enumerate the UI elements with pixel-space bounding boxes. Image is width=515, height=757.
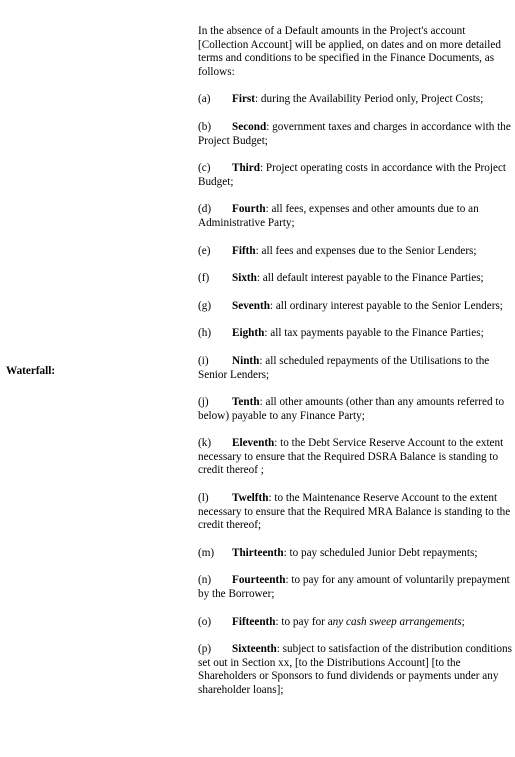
waterfall-item-l: [198, 492, 514, 533]
waterfall-item-c: [198, 162, 514, 189]
item-marker: (k): [198, 437, 212, 450]
item-text: : all fees and expenses due to the Senior Lenders;: [255, 244, 477, 257]
item-ordinal: Fifth: [232, 244, 256, 257]
waterfall-item-o: [198, 616, 514, 630]
section-label-waterfall: Waterfall:: [6, 365, 56, 377]
item-marker: (a): [198, 93, 211, 106]
item-marker: (b): [198, 120, 212, 133]
item-marker: (p): [198, 643, 212, 656]
item-marker: (n): [198, 574, 212, 587]
item-marker: (f): [198, 272, 210, 285]
item-ordinal: Ninth: [232, 354, 260, 367]
item-ordinal: Fifteenth: [232, 615, 276, 628]
waterfall-item-b: [198, 121, 514, 148]
item-ordinal: First: [232, 93, 255, 106]
intro-paragraph: In the absence of a Default amounts in the Project's account [Collection Account] will be applied, on dates and on more detailed terms and conditions to be specified in the Finance Documents, as follows:: [198, 25, 501, 78]
item-text-tail: ;: [461, 615, 465, 628]
waterfall-item-a: [198, 93, 514, 107]
item-text: : Project operating costs in accordance with the Project Budget;: [198, 162, 507, 188]
waterfall-item-g: [198, 300, 514, 314]
item-ordinal: Tenth: [232, 396, 260, 409]
item-text: : all default interest payable to the Finance Parties;: [256, 272, 484, 285]
item-text: : all scheduled repayments of the Utilisations to the Senior Lenders;: [198, 354, 490, 381]
item-text: : to pay for a: [275, 615, 333, 628]
item-marker: (h): [198, 327, 212, 340]
item-marker: (g): [198, 299, 212, 312]
waterfall-item-d: [198, 203, 514, 230]
waterfall-item-n: [198, 574, 514, 601]
item-marker: (l): [198, 492, 209, 505]
item-text: : to pay scheduled Junior Debt repayments;: [283, 546, 478, 559]
item-marker: (c): [198, 162, 211, 175]
waterfall-item-h: [198, 327, 514, 341]
waterfall-item-i: [198, 355, 514, 382]
item-ordinal: Second: [232, 120, 267, 133]
item-ordinal: Eighth: [232, 327, 265, 340]
item-text: : to the Maintenance Reserve Account to the extent necessary to ensure that the Required MRA Balance is standing to the credit thereof;: [198, 492, 511, 532]
waterfall-item-e: [198, 245, 514, 259]
item-text-italic: ny cash sweep arrangements: [332, 615, 462, 628]
item-text: : subject to satisfaction of the distribution conditions set out in Section xx, [to the Distributions Account] [to the Shareholders or Sponsors to fund dividends or payments under any shareholder loans];: [198, 643, 512, 696]
item-marker: (o): [198, 615, 212, 628]
item-text: : all other amounts (other than any amounts referred to below) payable to any Finance Party;: [198, 396, 505, 422]
waterfall-item-p: [198, 643, 514, 697]
item-marker: (i): [198, 354, 209, 367]
waterfall-item-f: [198, 272, 514, 286]
item-ordinal: Thirteenth: [232, 546, 284, 559]
item-marker: (e): [198, 244, 211, 257]
waterfall-item-m: [198, 547, 514, 561]
item-text: : to pay for any amount of voluntarily prepayment by the Borrower;: [198, 574, 510, 601]
item-text: : government taxes and charges in accordance with the Project Budget;: [198, 120, 511, 147]
item-ordinal: Eleventh: [232, 437, 275, 450]
item-marker: (d): [198, 203, 212, 216]
item-text: : all tax payments payable to the Finance Parties;: [264, 327, 484, 340]
item-ordinal: Seventh: [232, 299, 270, 312]
item-text: : all ordinary interest payable to the Senior Lenders;: [269, 299, 503, 312]
item-ordinal: Third: [232, 162, 260, 175]
item-marker: (j): [198, 396, 209, 409]
item-ordinal: Fourteenth: [232, 574, 286, 587]
item-ordinal: Sixteenth: [232, 643, 277, 656]
item-ordinal: Fourth: [232, 203, 266, 216]
item-marker: (m): [198, 546, 215, 559]
item-ordinal: Twelfth: [232, 492, 269, 505]
item-text: : to the Debt Service Reserve Account to the extent necessary to ensure that the Required DSRA Balance is standing to credit thereof ;: [198, 437, 504, 477]
waterfall-item-j: [198, 396, 514, 423]
waterfall-item-k: [198, 437, 514, 478]
item-ordinal: Sixth: [232, 272, 257, 285]
item-text: : during the Availability Period only, Project Costs;: [255, 93, 484, 106]
item-text: : all fees, expenses and other amounts due to an Administrative Party;: [198, 203, 479, 229]
waterfall-clause: [198, 25, 514, 712]
